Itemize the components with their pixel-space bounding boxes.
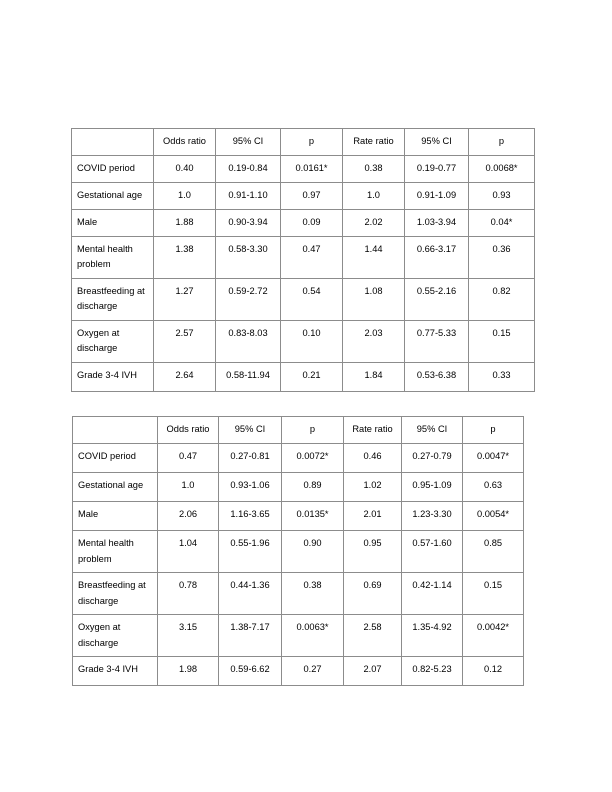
value-cell: 0.83-8.03: [216, 320, 281, 362]
value-cell: 1.0: [154, 182, 216, 209]
header-cell: 95% CI: [405, 129, 469, 156]
row-label-cell: Breastfeeding at discharge: [73, 573, 158, 615]
value-cell: 1.03-3.94: [405, 209, 469, 236]
value-cell: 0.15: [469, 320, 535, 362]
value-cell: 2.07: [344, 657, 402, 686]
row-label-cell: Grade 3-4 IVH: [72, 362, 154, 391]
header-cell: 95% CI: [219, 417, 282, 444]
value-cell: 0.58-11.94: [216, 362, 281, 391]
value-cell: 0.04*: [469, 209, 535, 236]
value-cell: 0.0135*: [282, 502, 344, 531]
table-row: [72, 182, 535, 209]
value-cell: 0.15: [463, 573, 524, 615]
value-cell: 1.38: [154, 236, 216, 278]
row-label-cell: Mental health problem: [73, 531, 158, 573]
value-cell: 0.0068*: [469, 155, 535, 182]
value-cell: 0.47: [281, 236, 343, 278]
value-cell: 0.93: [469, 182, 535, 209]
value-cell: 0.47: [158, 444, 219, 473]
value-cell: 0.36: [469, 236, 535, 278]
header-cell: p: [463, 417, 524, 444]
header-cell: 95% CI: [402, 417, 463, 444]
value-cell: 0.77-5.33: [405, 320, 469, 362]
value-cell: 1.02: [344, 473, 402, 502]
value-cell: 0.57-1.60: [402, 531, 463, 573]
value-cell: 0.0047*: [463, 444, 524, 473]
table-row: [73, 473, 524, 502]
value-cell: 0.85: [463, 531, 524, 573]
value-cell: 0.91-1.10: [216, 182, 281, 209]
row-label-cell: COVID period: [73, 444, 158, 473]
value-cell: 0.53-6.38: [405, 362, 469, 391]
header-cell: p: [282, 417, 344, 444]
table-row: [73, 615, 524, 657]
value-cell: 1.27: [154, 278, 216, 320]
results-table-1: [71, 128, 535, 392]
row-label-cell: Male: [73, 502, 158, 531]
header-row: [73, 417, 524, 444]
table-row: [73, 573, 524, 615]
value-cell: 0.33: [469, 362, 535, 391]
value-cell: 0.69: [344, 573, 402, 615]
value-cell: 1.84: [343, 362, 405, 391]
value-cell: 2.02: [343, 209, 405, 236]
row-label-cell: Oxygen at discharge: [73, 615, 158, 657]
value-cell: 1.04: [158, 531, 219, 573]
value-cell: 0.82-5.23: [402, 657, 463, 686]
value-cell: 1.0: [158, 473, 219, 502]
row-label-cell: Oxygen at discharge: [72, 320, 154, 362]
value-cell: 0.44-1.36: [219, 573, 282, 615]
header-cell: Odds ratio: [154, 129, 216, 156]
row-label-cell: Grade 3-4 IVH: [73, 657, 158, 686]
table-row: [73, 657, 524, 686]
header-cell: Rate ratio: [344, 417, 402, 444]
value-cell: 2.57: [154, 320, 216, 362]
value-cell: 0.89: [282, 473, 344, 502]
header-cell: [73, 417, 158, 444]
value-cell: 1.0: [343, 182, 405, 209]
header-cell: 95% CI: [216, 129, 281, 156]
value-cell: 0.27: [282, 657, 344, 686]
value-cell: 0.46: [344, 444, 402, 473]
header-cell: Odds ratio: [158, 417, 219, 444]
value-cell: 0.0042*: [463, 615, 524, 657]
value-cell: 1.08: [343, 278, 405, 320]
value-cell: 2.03: [343, 320, 405, 362]
value-cell: 0.95-1.09: [402, 473, 463, 502]
value-cell: 0.19-0.84: [216, 155, 281, 182]
row-label-cell: Gestational age: [73, 473, 158, 502]
table-row: [73, 531, 524, 573]
table-row: [73, 444, 524, 473]
value-cell: 1.88: [154, 209, 216, 236]
value-cell: 0.82: [469, 278, 535, 320]
results-table-2: [72, 416, 524, 686]
value-cell: 1.35-4.92: [402, 615, 463, 657]
value-cell: 2.01: [344, 502, 402, 531]
value-cell: 0.90-3.94: [216, 209, 281, 236]
value-cell: 0.0072*: [282, 444, 344, 473]
value-cell: 1.23-3.30: [402, 502, 463, 531]
value-cell: 0.38: [343, 155, 405, 182]
value-cell: 0.40: [154, 155, 216, 182]
header-cell: [72, 129, 154, 156]
value-cell: 0.0054*: [463, 502, 524, 531]
header-cell: Rate ratio: [343, 129, 405, 156]
value-cell: 0.66-3.17: [405, 236, 469, 278]
value-cell: 1.44: [343, 236, 405, 278]
value-cell: 0.38: [282, 573, 344, 615]
value-cell: 0.55-2.16: [405, 278, 469, 320]
header-row: [72, 129, 535, 156]
value-cell: 1.16-3.65: [219, 502, 282, 531]
table-row: [72, 236, 535, 278]
row-label-cell: Gestational age: [72, 182, 154, 209]
value-cell: 0.27-0.79: [402, 444, 463, 473]
value-cell: 0.78: [158, 573, 219, 615]
value-cell: 1.98: [158, 657, 219, 686]
row-label-cell: Breastfeeding at discharge: [72, 278, 154, 320]
value-cell: 0.58-3.30: [216, 236, 281, 278]
value-cell: 0.95: [344, 531, 402, 573]
row-label-cell: Male: [72, 209, 154, 236]
table-row: [72, 155, 535, 182]
value-cell: 0.97: [281, 182, 343, 209]
value-cell: 0.59-2.72: [216, 278, 281, 320]
value-cell: 0.0063*: [282, 615, 344, 657]
table-row: [73, 502, 524, 531]
value-cell: 1.38-7.17: [219, 615, 282, 657]
value-cell: 0.0161*: [281, 155, 343, 182]
table-row: [72, 320, 535, 362]
header-cell: p: [281, 129, 343, 156]
value-cell: 0.27-0.81: [219, 444, 282, 473]
value-cell: 0.54: [281, 278, 343, 320]
value-cell: 3.15: [158, 615, 219, 657]
table-row: [72, 278, 535, 320]
value-cell: 0.59-6.62: [219, 657, 282, 686]
value-cell: 0.10: [281, 320, 343, 362]
value-cell: 0.63: [463, 473, 524, 502]
value-cell: 2.64: [154, 362, 216, 391]
value-cell: 0.93-1.06: [219, 473, 282, 502]
row-label-cell: COVID period: [72, 155, 154, 182]
table-row: [72, 209, 535, 236]
value-cell: 0.90: [282, 531, 344, 573]
value-cell: 2.06: [158, 502, 219, 531]
value-cell: 0.42-1.14: [402, 573, 463, 615]
value-cell: 0.19-0.77: [405, 155, 469, 182]
value-cell: 0.09: [281, 209, 343, 236]
value-cell: 0.21: [281, 362, 343, 391]
value-cell: 0.55-1.96: [219, 531, 282, 573]
value-cell: 0.91-1.09: [405, 182, 469, 209]
row-label-cell: Mental health problem: [72, 236, 154, 278]
table-row: [72, 362, 535, 391]
header-cell: p: [469, 129, 535, 156]
value-cell: 0.12: [463, 657, 524, 686]
value-cell: 2.58: [344, 615, 402, 657]
